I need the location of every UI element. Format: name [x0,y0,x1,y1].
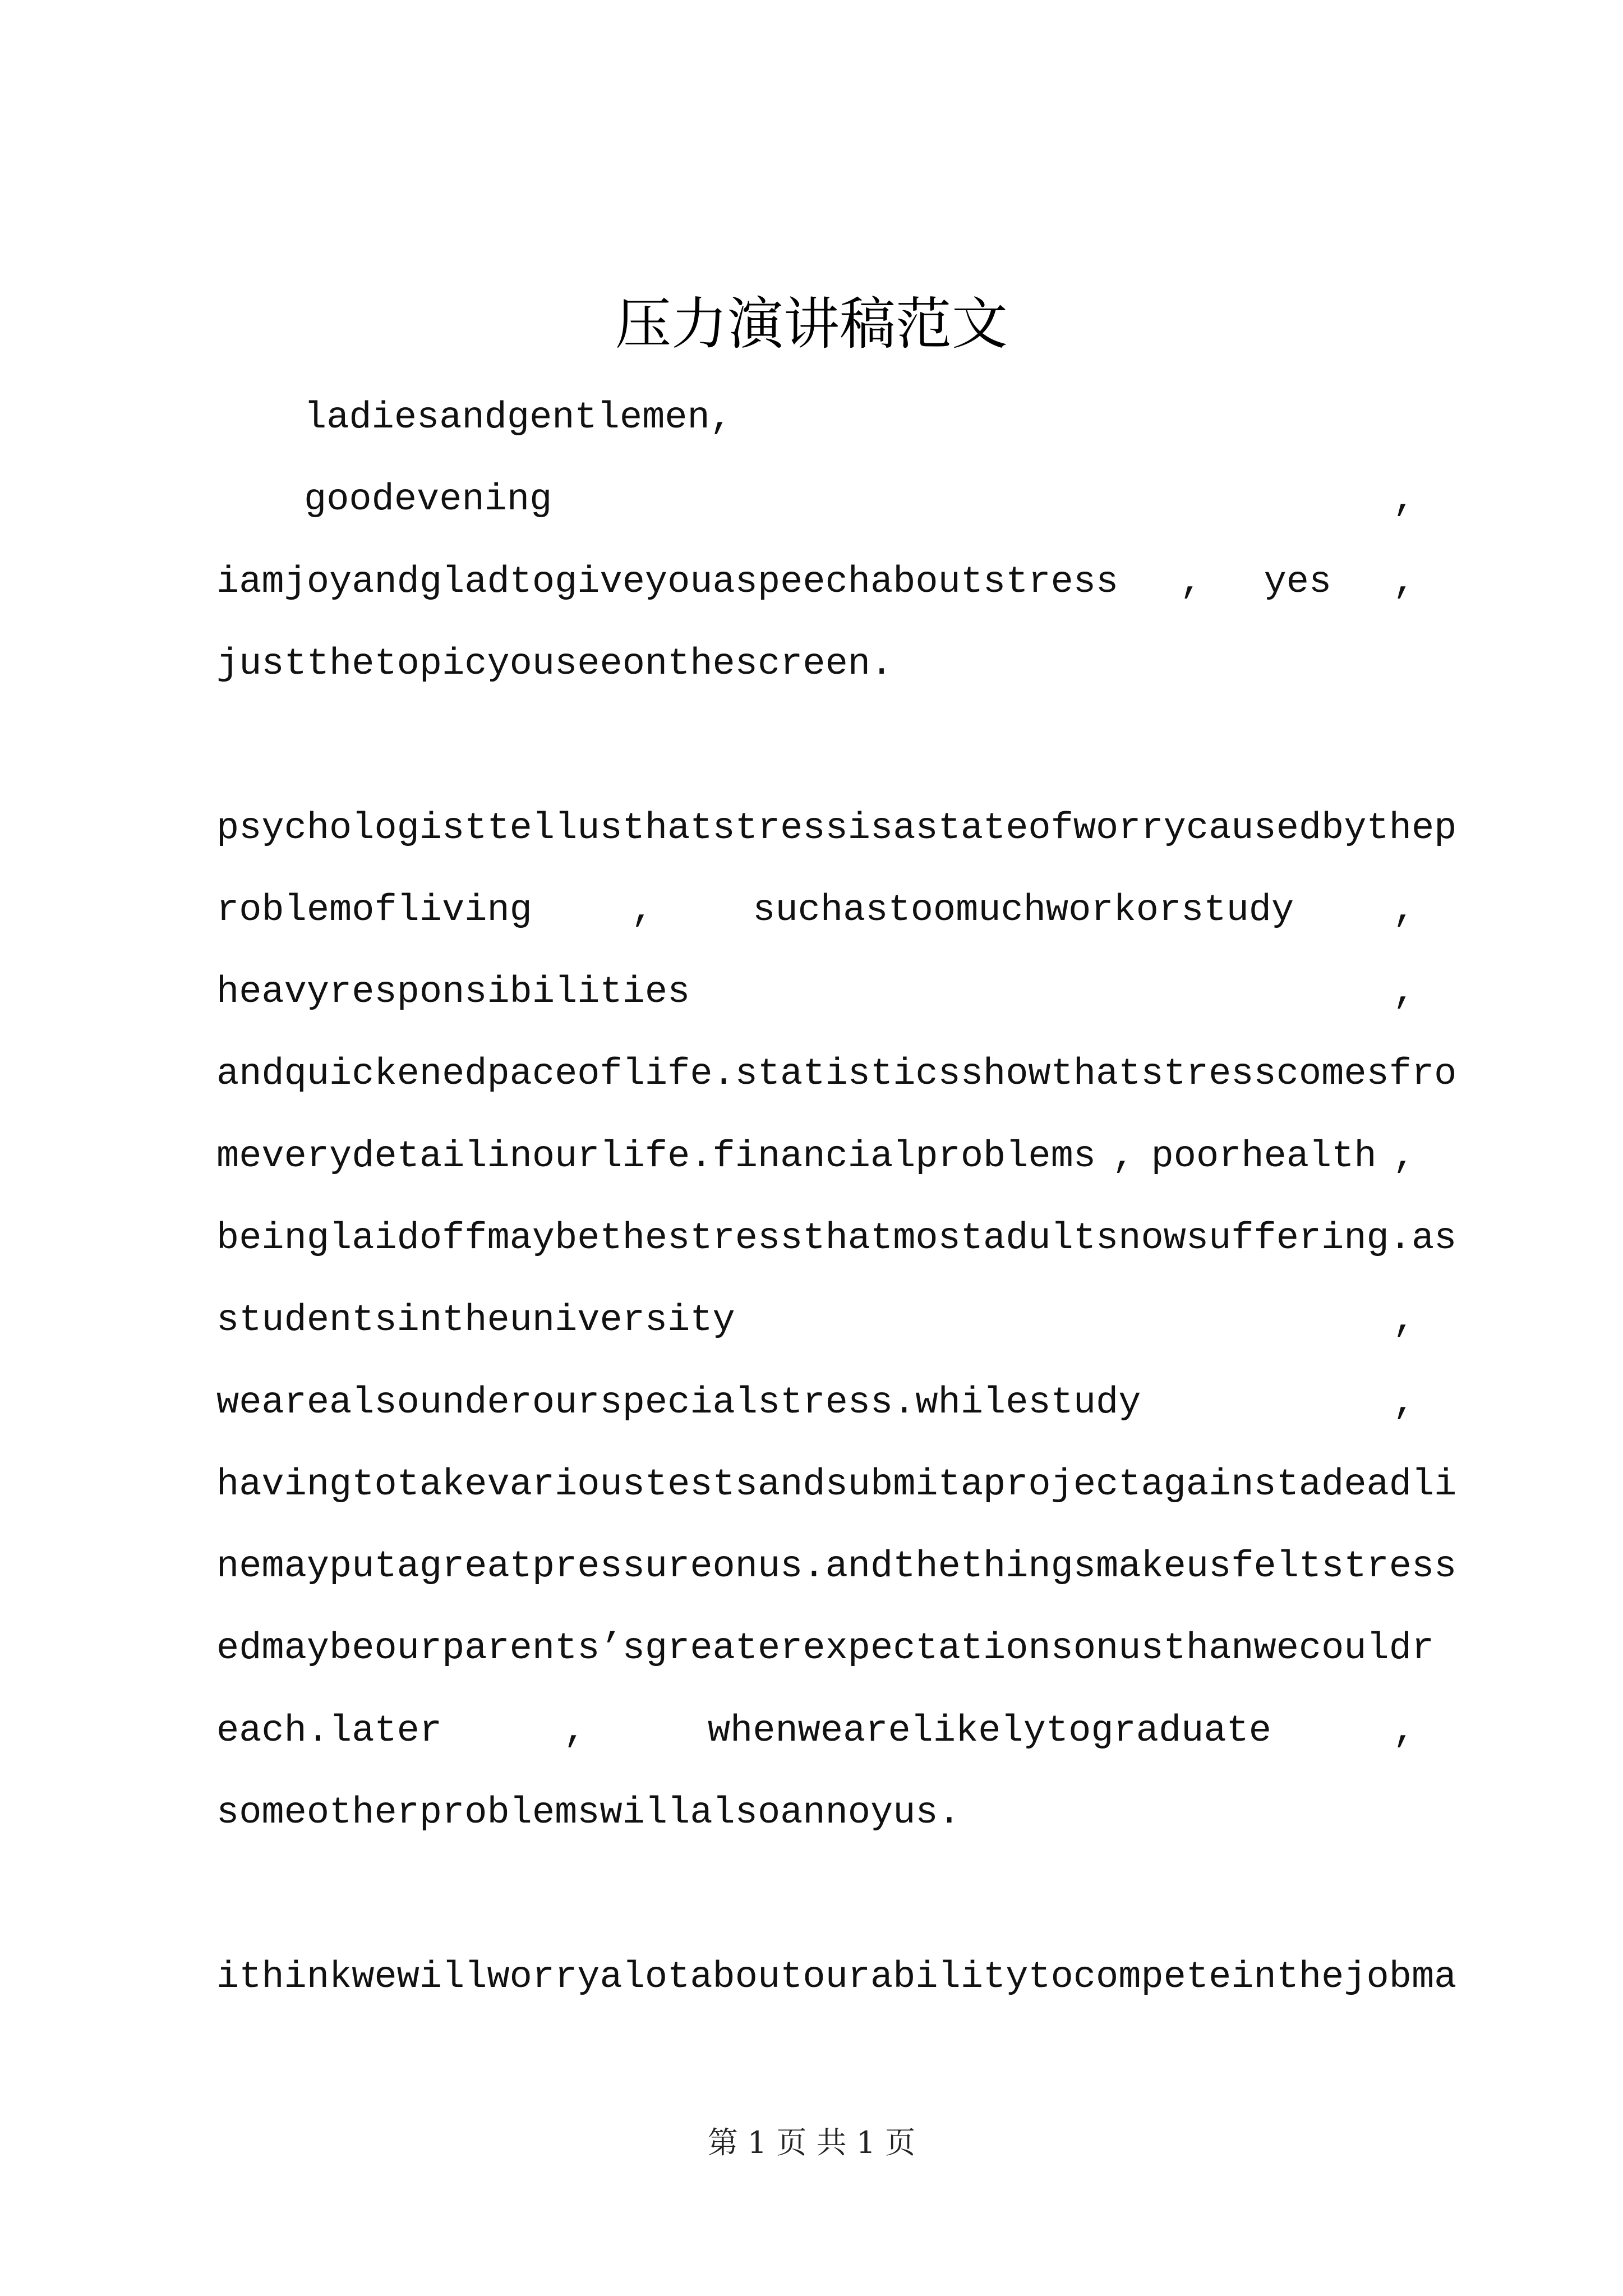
paragraph-line: edmaybeourparents’sgreaterexpectationsonusthanwecouldr [216,1627,1435,1670]
text-segment: meverydetailinourlife.financialproblems [216,1135,1096,1178]
document-title: 压力演讲稿范文 [615,291,1008,357]
paragraph-line: justthetopicyouseeonthescreen. [216,643,893,685]
text-segment: roblemofliving [216,889,532,932]
paragraph-line: ladiesandgentlemen, [304,397,732,439]
paragraph-line [216,557,1415,608]
text-segment: studentsintheuniversity [216,1299,735,1342]
paragraph-line: someotherproblemswillalsoannoyus. [216,1792,961,1834]
paragraph-line [216,1378,1415,1428]
text-segment: goodevening [304,478,552,521]
text-segment: whenwearelikelytograduate [707,1710,1271,1752]
paragraph-line [216,885,1415,936]
text-segment: , [1393,478,1415,521]
text-segment: iamjoyandgladtogiveyouaspeechaboutstress [216,561,1119,604]
paragraph-line: ithinkwewillworryalotaboutourabilitytocompeteinthejobma [216,1956,1457,1999]
paragraph-line: psychologisttellusthatstressisastateofworrycausedbythep [216,807,1457,850]
paragraph-line [216,967,1415,1018]
text-segment: , [1393,1382,1415,1424]
text-segment: , [1112,1135,1135,1178]
text-segment: , [1393,1710,1415,1752]
text-segment: wearealsounderourspecialstress.whilestudy [216,1382,1141,1424]
paragraph-line [216,1131,1415,1182]
text-segment: , [563,1710,587,1752]
text-segment: yes [1264,561,1332,604]
paragraph-line [216,1706,1415,1756]
text-segment: suchastoomuchworkorstudy [753,889,1294,932]
text-segment: , [1393,971,1415,1014]
paragraph-line: andquickenedpaceoflife.statisticsshowthatstresscomesfro [216,1053,1457,1096]
text-segment: heavyresponsibilities [216,971,690,1014]
text-segment: , [1179,561,1203,604]
text-segment: , [1393,889,1415,932]
paragraph-line [216,1295,1415,1346]
text-segment: each.later [216,1710,442,1752]
text-segment: , [1393,1135,1415,1178]
paragraph-line [304,475,1415,525]
paragraph-line: beinglaidoffmaybethestressthatmostadultsnowsuffering.as [216,1217,1457,1260]
text-segment: , [1393,561,1415,604]
page-footer: 第 1 页 共 1 页 [707,2125,916,2160]
text-segment: poorhealth [1151,1135,1377,1178]
paragraph-line: havingtotakevarioustestsandsubmitaprojectagainstadeadli [216,1464,1457,1506]
paragraph-line: nemayputagreatpressureonus.andthethingsmakeusfeltstress [216,1545,1457,1588]
text-segment: , [1393,1299,1415,1342]
text-segment: , [631,889,654,932]
